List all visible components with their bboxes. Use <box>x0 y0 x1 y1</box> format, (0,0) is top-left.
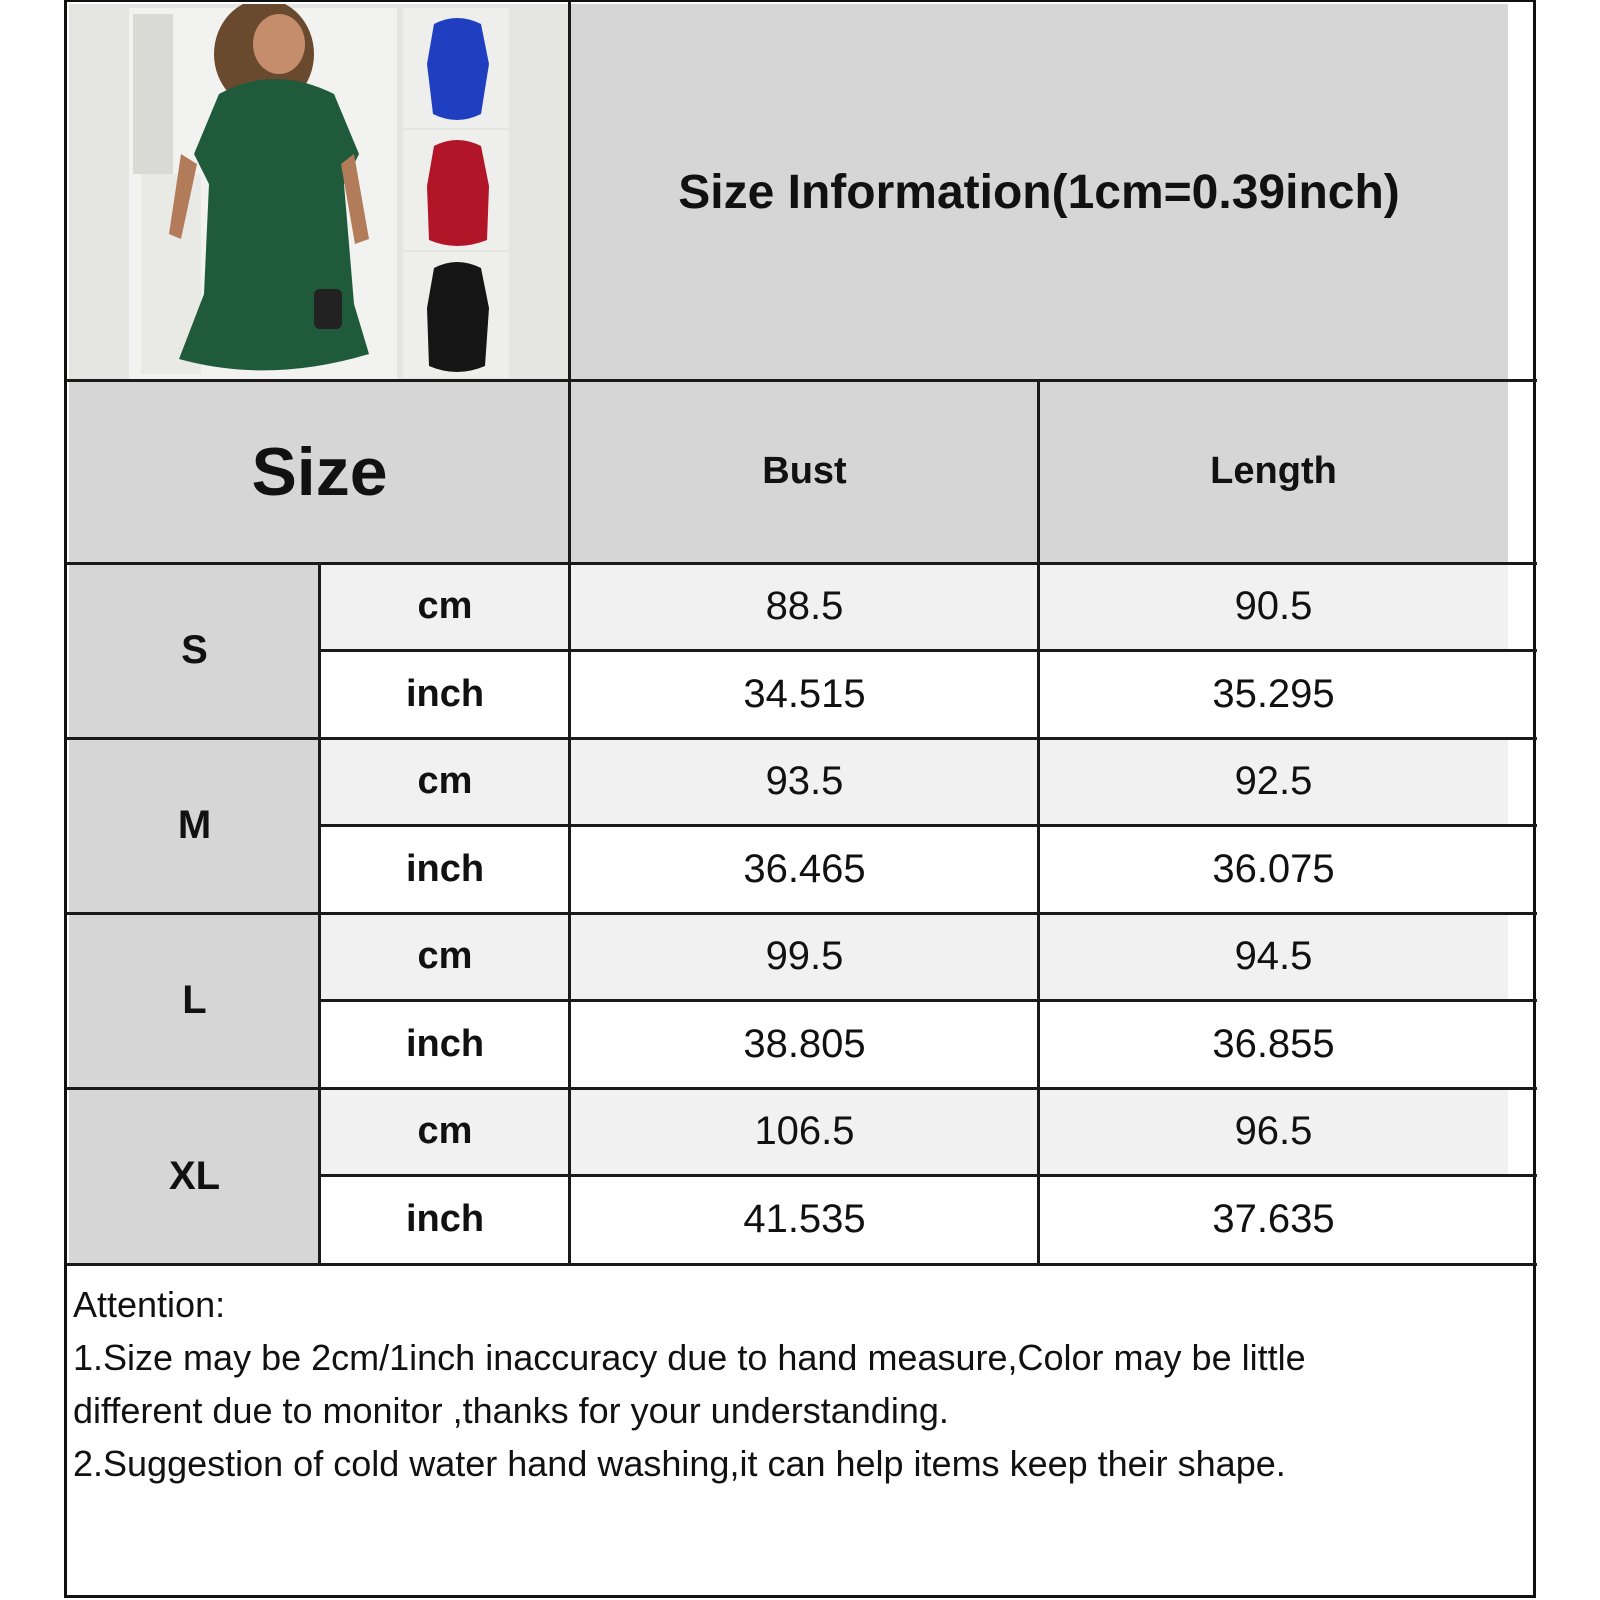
size-label: XL <box>168 1153 221 1198</box>
length-value-cell <box>1039 650 1508 738</box>
unit-label: cm <box>417 1110 473 1152</box>
size-label: M <box>177 803 212 847</box>
divider <box>568 2 571 1264</box>
bust-value-cell <box>570 650 1039 738</box>
dress-photo-image <box>69 4 578 380</box>
bust-value: 99.5 <box>765 934 844 978</box>
divider <box>67 1263 1537 1266</box>
divider <box>67 379 1537 382</box>
length-value-cell <box>1039 563 1508 650</box>
length-value-cell <box>1039 825 1508 913</box>
divider <box>318 649 1537 652</box>
bust-value-cell <box>570 563 1039 650</box>
size-cell-s <box>69 563 320 738</box>
unit-cell <box>320 650 570 738</box>
bust-value: 38.805 <box>743 1021 866 1066</box>
bust-value-cell <box>570 825 1039 913</box>
length-value: 35.295 <box>1212 671 1335 716</box>
size-chart <box>64 0 1536 1598</box>
title-cell <box>570 4 1508 380</box>
unit-cell <box>320 1000 570 1088</box>
size-cell-m <box>69 738 320 913</box>
size-label: L <box>182 978 207 1022</box>
notes-line: 2.Suggestion of cold water hand washing,it can help items keep their shape. <box>73 1443 1286 1484</box>
bust-value: 93.5 <box>765 759 844 803</box>
divider <box>1037 379 1040 1264</box>
length-value: 94.5 <box>1234 934 1313 978</box>
bust-value: 36.465 <box>743 846 866 891</box>
bust-value-cell <box>570 1000 1039 1088</box>
unit-label: inch <box>405 847 485 890</box>
unit-cell <box>320 1175 570 1264</box>
length-value: 96.5 <box>1234 1109 1313 1153</box>
length-value-cell <box>1039 1175 1508 1264</box>
unit-cell <box>320 825 570 913</box>
unit-label: cm <box>417 935 473 977</box>
size-cell-l <box>69 913 320 1088</box>
length-value: 36.855 <box>1212 1021 1335 1066</box>
unit-label: inch <box>405 1022 485 1065</box>
unit-cell <box>320 913 570 1000</box>
length-value-cell <box>1039 1088 1508 1175</box>
bust-value-cell <box>570 913 1039 1000</box>
unit-cell <box>320 1088 570 1175</box>
divider <box>318 824 1537 827</box>
length-value: 90.5 <box>1234 584 1313 628</box>
size-label: S <box>181 628 208 672</box>
attention-notes <box>73 1278 1513 1490</box>
product-photo <box>69 4 578 380</box>
unit-label: cm <box>417 760 473 802</box>
bust-header-cell <box>570 380 1039 563</box>
size-header: Size <box>251 433 388 510</box>
size-cell-xl <box>69 1088 320 1264</box>
divider <box>318 999 1537 1002</box>
bust-value-cell <box>570 738 1039 825</box>
length-value-cell <box>1039 1000 1508 1088</box>
length-value: 36.075 <box>1212 846 1335 891</box>
length-value-cell <box>1039 913 1508 1000</box>
notes-line: 1.Size may be 2cm/1inch inaccuracy due to hand measure,Color may be little <box>73 1337 1306 1378</box>
page-title: Size Information(1cm=0.39inch) <box>678 165 1400 219</box>
notes-line: different due to monitor ,thanks for your understanding. <box>73 1390 949 1431</box>
length-value: 92.5 <box>1234 759 1313 803</box>
length-header: Length <box>1210 450 1337 492</box>
bust-header: Bust <box>762 450 847 492</box>
bust-value-cell <box>570 1175 1039 1264</box>
divider <box>318 562 321 1264</box>
divider <box>67 562 1537 565</box>
length-header-cell <box>1039 380 1508 563</box>
bust-value-cell <box>570 1088 1039 1175</box>
unit-cell <box>320 738 570 825</box>
bust-value: 106.5 <box>754 1109 855 1153</box>
divider <box>318 1174 1537 1177</box>
divider <box>67 737 1537 740</box>
length-value: 37.635 <box>1212 1197 1335 1241</box>
notes-heading: Attention: <box>73 1284 226 1325</box>
unit-label: cm <box>417 585 473 627</box>
divider <box>67 1087 1537 1090</box>
unit-cell <box>320 563 570 650</box>
divider <box>67 912 1537 915</box>
bust-value: 34.515 <box>743 671 866 716</box>
bust-value: 41.535 <box>743 1197 866 1241</box>
size-header-cell <box>69 380 570 563</box>
unit-label: inch <box>405 1198 485 1240</box>
unit-label: inch <box>405 672 485 715</box>
bust-value: 88.5 <box>765 584 844 628</box>
length-value-cell <box>1039 738 1508 825</box>
